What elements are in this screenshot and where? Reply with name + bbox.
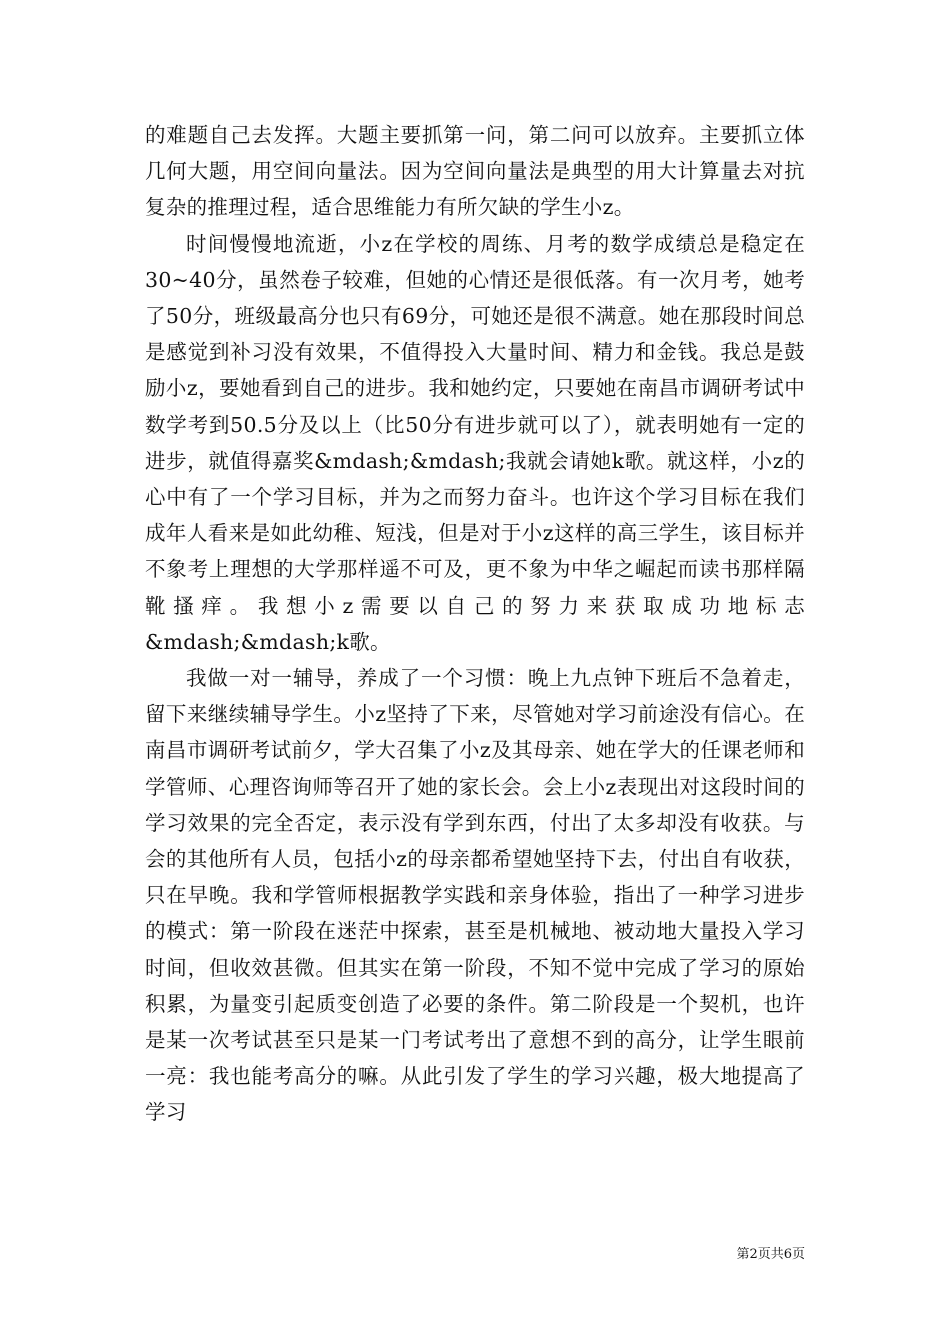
paragraph-3: 我做一对一辅导，养成了一个习惯：晚上九点钟下班后不急着走，留下来继续辅导学生。小z坚持了下来，尽管她对学习前途没有信心。在南昌市调研考试前夕，学大召集了小z及其母亲、她在学大的任课老师和学管师、心理咨询师等召开了她的家长会。会上小z表现出对这段时间的学习效果的完全否定，表示没有学到东西，付出了太多却没有收获。与会的其他所有人员，包括小z的母亲都希望她坚持下去，付出自有收获，只在早晚。我和学管师根据教学实践和亲身体验，指出了一种学习进步的模式：第一阶段在迷茫中探索，甚至是机械地、被动地大量投入学习时间，但收效甚微。但其实在第一阶段，不知不觉中完成了学习的原始积累，为量变引起质变创造了必要的条件。第二阶段是一个契机，也许是某一次考试甚至只是某一门考试考出了意想不到的高分，让学生眼前一亮：我也能考高分的嘛。从此引发了学生的学习兴趣，极大地提高了学习 [145,666,805,1125]
document-body [145,117,805,1131]
paragraph-1: 的难题自己去发挥。大题主要抓第一问，第二问可以放弃。主要抓立体几何大题，用空间向量法。因为空间向量法是典型的用大计算量去对抗复杂的推理过程，适合思维能力有所欠缺的学生小z。 [145,123,805,220]
paragraph-2: 时间慢慢地流逝，小z在学校的周练、月考的数学成绩总是稳定在30~40分，虽然卷子较难，但她的心情还是很低落。有一次月考，她考了50分，班级最高分也只有69分，可她还是很不满意。她在那段时间总是感觉到补习没有效果，不值得投入大量时间、精力和金钱。我总是鼓励小z，要她看到自己的进步。我和她约定，只要她在南昌市调研考试中数学考到50.5分及以上（比50分有进步就可以了），就表明她有一定的进步，就值得嘉奖&mdash;&mdash;我就会请她k歌。就这样，小z的心中有了一个学习目标，并为之而努力奋斗。也许这个学习目标在我们成年人看来是如此幼稚、短浅，但是对于小z这样的高三学生，该目标并不象考上理想的大学那样遥不可及，更不象为中华之崛起而读书那样隔靴搔痒。我想小z需要以自己的努力来获取成功地标志&mdash;&mdash;k歌。 [145,231,805,654]
page-number-footer: 第2页共6页 [736,1247,805,1262]
